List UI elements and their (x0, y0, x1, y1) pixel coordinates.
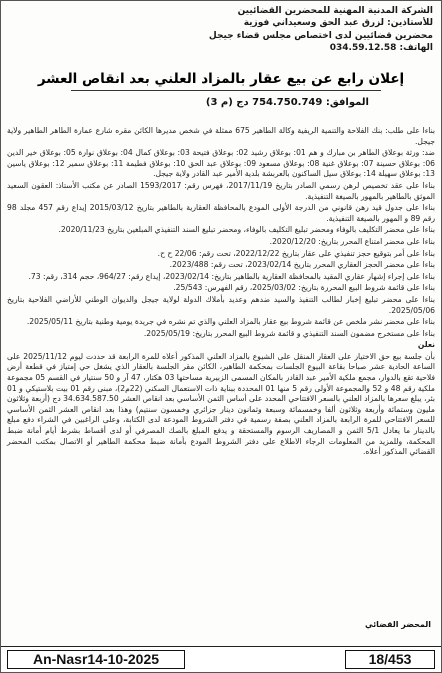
paragraph-publication-record: بناءا على إجراء إشهار عقاري المقيد بالمحافظة العقارية بالطاهير بتاريخ: 2023/02/14، إيداع رقم: 964/27، حجم 314، رقم: 73. (28, 271, 435, 281)
paragraph-petitioner: بناءا على طلب: بنك الفلاحة والتنمية الريفية وكالة الطاهير 675 ممثلة في شخص مديرها الكائن مقره شارع عمارة الطاهر الطاهير ولاية جيجل. (7, 126, 436, 146)
header-company-name: الشركة المدنية المهنية للمحضرين القضائيين (237, 6, 433, 16)
paragraph-summary-publication: بناءا على محضر نشر ملخص عن قائمة شروط بيع عقار بالمزاد العلني والذي تم نشره في جريدة يومية وطنية بتاريخ 2025/05/11. (26, 317, 435, 327)
notice-price: الموافق: 754.750.749 دج (م 3) (205, 97, 369, 108)
paragraph-sale-conditions: بناءا على قائمة شروط البيع المحررة بتاريخ: 2025/03/02، رقم الفهرس: 25/543. (173, 283, 435, 293)
paragraph-notification: بناءا على محضر تبليغ إخبار لطالب التنفيذ والسيد ضدهم وعديد بأملاك الدولة لولاية جيجل والديوان الوطني للأراضي الفلاحية بتاريخ 2025/05/06. (7, 294, 435, 315)
header-bailiff-names: للأستاذين: لزرق عبد الحق وسعيداني فوزية (243, 18, 433, 29)
paragraph-refusal-record: بناءا على محضر امتناع المحرر بتاريخ: 2020/12/20. (269, 236, 435, 246)
paragraph-seizure-order: بناءا على أمر بتوقيع حجز تنفيذي على عقار بتاريخ 2022/12/22، تحت رقم: 22/06 ح ح. (157, 248, 435, 258)
publication-tag: An-Nasr14-10-2025 (7, 650, 185, 669)
paragraph-auction-details: بأن جلسة بيع حق الاختيار على العقار المنقل على الشيوع بالمزاد العلني المذكور أعلاه للمرة الرابعة قد حددت ليوم 2025/11/12 على الساعة الحادية عشر صباحا بقاعة البيوع الجلسات بمحكمة الطاهير، الكائن مقر الجلسة بالعقار الذي يشغل حي إمتياز في قطعة أرض فلاحية تقع بالدوار، مجمع ملكية الأمير عبد القادر بالمكان المسمى الزبيرية مساحتها 03 هكتار، 47 آر و 50 سنتيار في القسم 05 مجموعة ملكية رقم 48 و 52 والمجموعة الأولى رقم 5 منها 01 المحددة ببناية ذات الاستعمال السكني (22م2)، مبنى رقم 01 بيت بلاستيكي و 01 بئر، يبلغ سعرها بالمزاد العلني بالسعر الافتتاحي المحدد على أساس الثمن الأساسي بعد انقاص العشر 34.634.587.50 دج (أربعة وثلاثون مليون وستمائة وأربعة وثلاثون ألفا وخمسمائة وسبعة وثمانون دينار جزائري وخمسون سنتيم) وهذا بعد انقاص العشر الثمن الأساسي للسعر الافتتاحي للمرة الرابعة بالمزاد العلني بصفة رسمية في دفتر الشروط المودعة لدى الكتابة، وعلى الراغبين في الشراء دفع مبلغ بالدينار ما يعادل 5/1 الثمن و المصاريف الرسوم والمستحقة و يدفع المبلغ بالصك المصرفي أو لدى أقساط بشرط أيام أمانة ضبط المحكمة، وللمزيد من المعلومات الرجاء الاطلاع على دفتر الشروط المودع بأمانة ضبط محكمة الطاهير أو الاتصال بمكتب المحضر القضائي المذكور أعلاه. (7, 351, 436, 457)
ad-number: 18/453 (345, 650, 435, 669)
notice-title: إعلان رابع عن بيع عقار بالمزاد العلني بعد انقاص العشر (37, 71, 405, 87)
paragraph-seizure-record: بناءا على محضر الحجز العقاري المحرر بتاريخ 2023/02/14، تحت رقم: 2023/488. (169, 260, 435, 270)
paragraph-mortgage-deed: بناءا على عقد تخصيص لرهن رسمي الصادر بتاريخ 2017/11/19، فهرس رقم: 1593/2017 الصادر عن مكتب الأستاذ: العقون السعيد الموثق بالطاهير بالمهور بالصيغة التنفيذية. (7, 180, 435, 201)
header-jurisdiction: محضرين قضائيين لدى اختصاص مجلس قضاء جيجل (208, 30, 433, 41)
paragraph-defendants: ضد: ورثة بوعلاق الطاهر بن مبارك و هم 01: بوعلاق رشيد 02: بوعلاق فتيحة 03: بوعلاق كمال 04: بوعلاق نوارة 05: بوعلاق خير الدين 06: بوعلاق حسينة 07: بوعلاق غنية 08: بوعلاق مسعود 09: بوعلاق عبد الحق 10: بوعلاق فطيمة 11: بوعلاق سمير 12: بوعلاق ياسين 13: بوعلاق سهيلة 14: بوعلاق سيل الساكنون بالعربشة بلدية الأمير عبد القادر ولاية جيجل. (7, 148, 436, 179)
publication-footer (1, 646, 441, 672)
paragraph-payment-order: بناءا على محضر التكليف بالوفاء ومحضر تبليغ التكليف بالوفاء، ومحضر تبليغ السند التنفيذي المبلغين بتاريخ 2020/11/23. (58, 225, 435, 235)
title-divider (71, 90, 381, 91)
paragraph-extract: بناءا على مستخرج مضمون السند التنفيذي و قائمة شروط البيع المحرر بتاريخ: 2025/05/19. (143, 328, 435, 338)
paragraph-lien-registration: بناءا على جدول قيد رهن قانوني من الدرجة الأولى المودع بالمحافظة العقارية بالطاهير بتاريخ 2015/03/12 إيداع رقم 457 مجلد 98 رقم 89 و المهور بالصيغة التنفيذية. (7, 203, 435, 223)
header-phone: الهاتف: 034.59.12.58 (329, 43, 433, 54)
bailiff-signature: المحضر القضائي (364, 620, 431, 629)
notice-body (7, 126, 435, 459)
bailiff-office-header (193, 5, 433, 55)
paragraph-announce-heading: نعلن (417, 340, 435, 350)
